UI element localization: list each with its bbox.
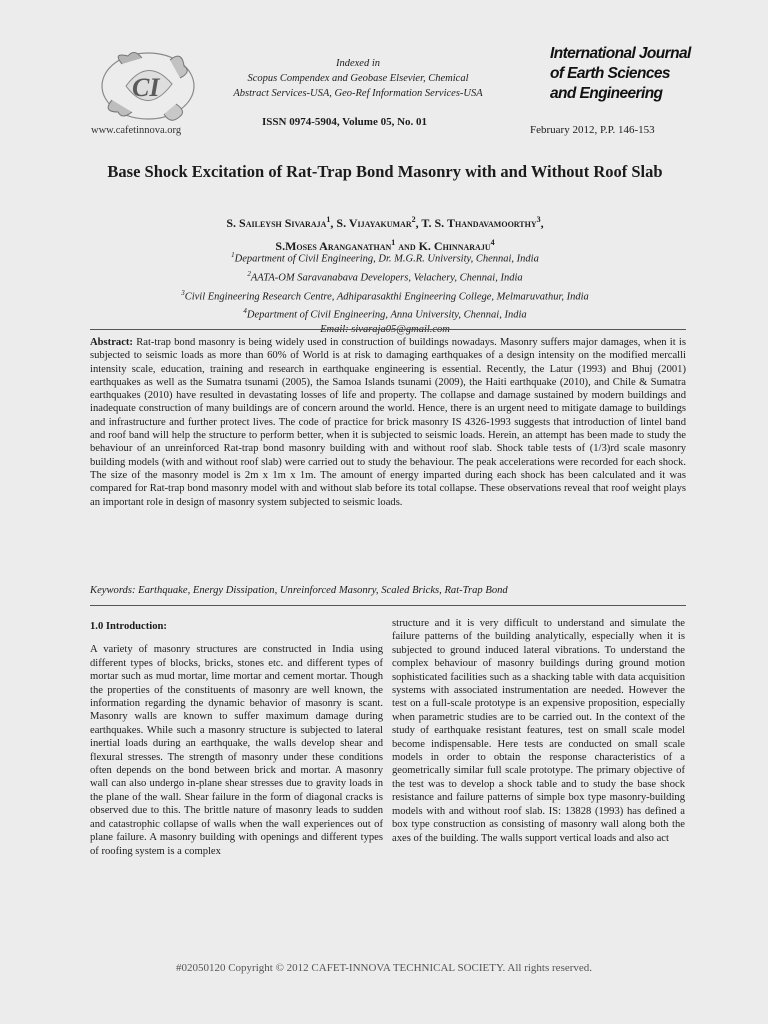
journal-name-line: of Earth Sciences bbox=[550, 65, 670, 82]
body-paragraph: A variety of masonry structures are constructed in India using different types of blocks, bricks, stones etc. and different types of mortar such as mud mortar, lime mortar and cement mortar. Though the properties of the constituents of masonry are well known, the information regarding the dynamic behavior of masonry is scant. Masonry walls are known to suffer maximum damage during earthquakes. While such a masonry structure is subjected to lateral inertial loads during an earthquake, the walls develop shear and flexural stresses. The strength of masonry under these conditions often depends on the bond between brick and mortar. A masonry wall can also undergo in-plane shear stresses due to gravity loads in the plane of the wall. Shear failure in the form of diagonal cracks is observed due to this. The brittle nature of masonry leads to sudden and catastrophic collapse of walls when the wall experiences out of plane failure. A masonry building with openings and different types of roofing system is a complex bbox=[90, 644, 383, 857]
affiliation-text: Civil Engineering Research Centre, Adhiparasakthi Engineering College, Melmaruvathur, India bbox=[184, 291, 589, 303]
journal-name bbox=[550, 44, 710, 104]
affiliation-line bbox=[90, 248, 680, 267]
keywords: Keywords: Earthquake, Energy Dissipation, Unreinforced Masonry, Scaled Bricks, Rat-Trap Bond bbox=[90, 585, 508, 596]
journal-name-line: International Journal bbox=[550, 45, 691, 62]
affiliation-text: Department of Civil Engineering, Dr. M.G.R. University, Chennai, India bbox=[234, 253, 539, 265]
abstract-text: Rat-trap bond masonry is being widely used in construction of buildings nowadays. Masonry suffers major damages, when it is subjected to seismic loads as more than 60% of World is at risk to damaging earthquakes of a design intensity on the modified mercalli intensity scale, education, training and research in earthquake engineering is essential. Recently, the Latur (1993) and Bhuj (2001) earthquakes as well as the Sumatra tsunami (2005), the Samoa Islands tsunami (2009), the Haiti earthquake (2010), and Chile & Sumatra earthquakes (2010) have resulted in devastating losses of life and property. The collapse and damage sustained by modern buildings and inadequate construction of many buildings are of concern around the world. Hence, there is an urgent need to mitigate damage to buildings and infrastructure and further protect lives. The code of practice for brick masonry IS 4326-1993 suggests that introduction of lintel band and roof band will help the structure to perform better, when it is subjected to seismic loads. Herein, an attempt has been made to study the behaviour of an unreinforced Rat-trap bond masonry building with and without roof slab. Shock table tests of (1/3)rd scale masonry building models (with and without roof slab) were carried out to study the behaviour. The peak accelerations were recorded for each shock. The size of the masonry model is 2m x 1m x 1m. The amount of energy imparted during each shock has been calculated and it was compared for Rat-trap bond masonry model with and without slab before its total collapse. These observations reveal that roof weight plays an important role in design of masonry system subjected to seismic loads. bbox=[90, 337, 686, 508]
author-affil-mark: 1 bbox=[391, 238, 396, 247]
abstract bbox=[90, 336, 686, 509]
author-affil-mark: 3 bbox=[536, 215, 541, 224]
divider bbox=[90, 605, 686, 606]
indexing-line: Indexed in bbox=[335, 58, 381, 69]
author-affil-mark: 1 bbox=[326, 215, 331, 224]
affiliation-mark: 3 bbox=[181, 288, 185, 297]
indexing-info bbox=[208, 56, 508, 101]
abstract-label: Abstract: bbox=[90, 337, 133, 348]
journal-logo bbox=[92, 46, 204, 124]
author-name: , T. S. Thandavamoorthy bbox=[415, 216, 537, 230]
copyright-footer: #02050120 Copyright © 2012 CAFET-INNOVA TECHNICAL SOCIETY. All rights reserved. bbox=[175, 962, 593, 974]
affiliation-text: AATA-OM Saravanabava Developers, Velachery, Chennai, India bbox=[250, 272, 523, 284]
issue-date-pages: February 2012, P.P. 146-153 bbox=[530, 124, 655, 136]
author-name: , S. Vijayakumar bbox=[330, 216, 412, 230]
affiliation-line bbox=[90, 304, 680, 323]
paper-title: Base Shock Excitation of Rat-Trap Bond Masonry with and Without Roof Slab bbox=[107, 162, 663, 181]
affiliation-line bbox=[90, 286, 680, 305]
affiliations bbox=[90, 248, 680, 337]
author-separator: , bbox=[540, 216, 544, 230]
affiliation-mark: 4 bbox=[243, 307, 247, 316]
indexing-line: Abstract Services-USA, Geo-Ref Information Services-USA bbox=[233, 88, 483, 99]
author-name: and K. Chinnaraju bbox=[395, 239, 491, 253]
affiliation-mark: 2 bbox=[247, 269, 251, 278]
body-paragraph: structure and it is very difficult to understand and simulate the failure patterns of the building analytically, especially when it is subjected to ground induced lateral vibrations. To understand the complex behaviour of masonry buildings during ground motion sophisticated facilities such as a shacking table with data acquisition systems with associated instrumentation are needed. However the test on a full-scale prototype is an expensive proposition, especially when parametric studies are to be carried out. In the context of the study of earthquake resistant features, test on small scale model become indispensable. Here tests are conducted on small scale models in order to obtain the response characteristics of a geometrically similar full scale prototype. The primary objective of the test was to develop a shock table and to study the base shock resistance and failure patterns of simple box type masonry-building models with and without roof slab. IS: 13828 (1993) has defined a box type construction as consisting of masonry wall along both the axes of the building. The walls support vertical loads and also act bbox=[392, 618, 685, 844]
author-affil-mark: 2 bbox=[411, 215, 416, 224]
issn-volume: ISSN 0974-5904, Volume 05, No. 01 bbox=[262, 116, 428, 128]
divider bbox=[90, 329, 686, 330]
affiliation-mark: 1 bbox=[231, 251, 235, 259]
author-name: S.Moses Aranganathan bbox=[275, 239, 392, 253]
journal-name-line: and Engineering bbox=[550, 85, 663, 102]
svg-text:CI: CI bbox=[132, 73, 160, 102]
affiliation-line bbox=[90, 267, 680, 286]
section-heading: 1.0 Introduction: bbox=[90, 621, 167, 632]
body-column-left bbox=[90, 620, 383, 858]
website-url[interactable]: www.cafetinnova.org bbox=[91, 125, 182, 136]
body-column-right bbox=[392, 617, 685, 845]
author-affil-mark: 4 bbox=[490, 238, 495, 247]
author-name: S. Saileysh Sivaraja bbox=[226, 216, 327, 230]
indexing-line: Scopus Compendex and Geobase Elsevier, Chemical bbox=[247, 73, 469, 84]
affiliation-text: Department of Civil Engineering, Anna University, Chennai, India bbox=[246, 309, 527, 321]
